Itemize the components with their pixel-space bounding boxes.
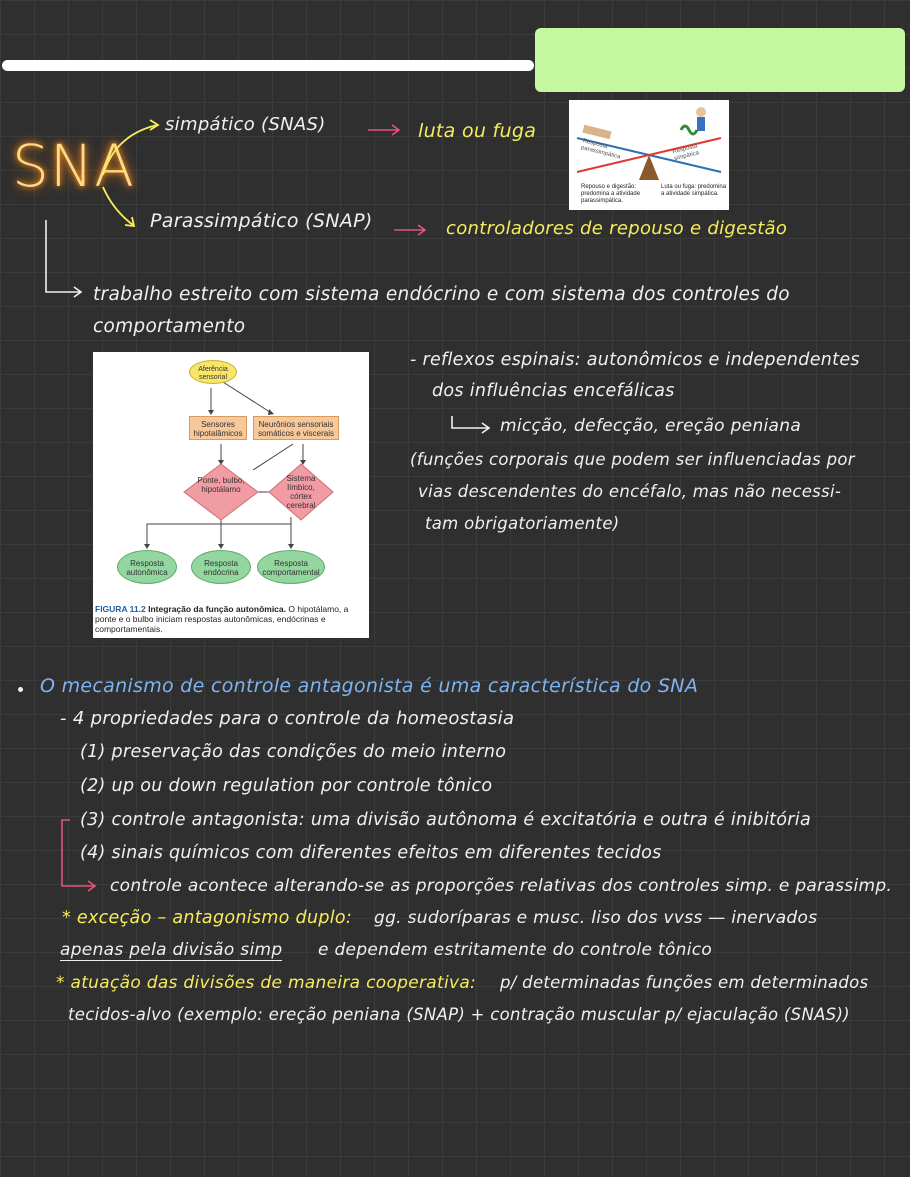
luta-label: luta ou fuga (418, 120, 537, 142)
prop-3: (3) controle antagonista: uma divisão autônoma é excitatória e outra é inibitória (80, 810, 811, 830)
autonomic-diagram (93, 352, 369, 638)
arrow-icon (392, 222, 430, 236)
controladores-label: controladores de repouso e digestão (446, 218, 788, 239)
excecao-label: * exceção – antagonismo duplo: (62, 908, 353, 928)
trabalho-line2: comportamento (93, 316, 246, 337)
reflexos-l2: dos influências encefálicas (432, 381, 675, 401)
reflexos-l1: - reflexos espinais: autonômicos e independentes (410, 350, 860, 370)
header-bar (2, 60, 534, 71)
node-aferencia: Aferência sensorial (189, 360, 237, 384)
node-resp-comp: Resposta comportamental (257, 550, 325, 584)
prop-1: (1) preservação das condições do meio interno (80, 742, 507, 762)
node-sistema: Sistema límbico, córtex cerebral (286, 474, 316, 510)
seesaw-label-right: Resposta simpática (671, 143, 700, 163)
bullet-dot (18, 687, 23, 692)
prop-5: controle acontece alterando-se as proporções relativas dos controles simp. e parassimp. (110, 876, 893, 896)
reflexos-l5: vias descendentes do encéfalo, mas não necessi- (418, 482, 842, 501)
mecanismo-title: O mecanismo de controle antagonista é uma característica do SNA (40, 675, 699, 697)
cooperativa-label: * atuação das divisões de maneira cooperativa: (56, 973, 477, 993)
node-resp-auto: Resposta autonômica (117, 550, 177, 584)
connector-arrow (38, 218, 88, 298)
seesaw-figure (569, 100, 729, 210)
reflexos-l3: micção, defecção, ereção peniana (500, 416, 802, 436)
reflexos-l6: tam obrigatoriamente) (425, 514, 620, 533)
sna-title: SNA (12, 132, 135, 200)
reflexos-l4: (funções corporais que podem ser influenciadas por (410, 450, 855, 469)
simpatico-label: simpático (SNAS) (165, 114, 326, 135)
bracket-arrow (56, 814, 102, 894)
prop-4: (4) sinais químicos com diferentes efeitos em diferentes tecidos (80, 843, 662, 863)
excecao-text: gg. sudoríparas e musc. liso dos vvss — inervados (374, 908, 818, 928)
parassimpatico-label: Parassimpático (SNAP) (150, 210, 373, 232)
caption-label: FIGURA 11.2 (95, 604, 146, 614)
arrow-icon (448, 414, 494, 434)
prop-2: (2) up ou down regulation por controle tônico (80, 776, 493, 796)
node-neuronios: Neurônios sensoriais somáticos e viscerais (253, 416, 339, 440)
cooperativa-line2: tecidos-alvo (exemplo: ereção peniana (SNAP) + contração muscular p/ ejaculação (SNAS)) (68, 1005, 850, 1024)
diagram-arrows (93, 352, 369, 582)
excecao-line2: e dependem estritamente do controle tônico (318, 940, 713, 960)
arrow-icon (366, 122, 404, 136)
figure-caption (95, 604, 367, 634)
seesaw-caption-left: Repouso e digestão: predomina a atividade parassimpática. (581, 184, 641, 204)
trabalho-line1: trabalho estreito com sistema endócrino e com sistema dos controles do (93, 284, 790, 305)
node-sensores: Sensores hipotalâmicos (189, 416, 247, 440)
caption-text: O hipotálamo, a ponte e o bulbo iniciam respostas autonômicas, endócrinas e comportamentais. (95, 604, 349, 634)
node-ponte: Ponte, bulbo, hipotálamo (197, 476, 245, 494)
cooperativa-text: p/ determinadas funções em determinados (500, 973, 869, 992)
caption-title: Integração da função autonômica. (148, 604, 286, 614)
highlight-box (535, 28, 905, 92)
seesaw-label-left: Resposta parassimpática (580, 138, 621, 161)
seesaw-caption-right: Luta ou fuga: predomina a atividade simpática. (661, 184, 727, 197)
mecanismo-sub: - 4 propriedades para o controle da homeostasia (60, 708, 515, 729)
excecao-line2-underlined: apenas pela divisão simp (60, 940, 283, 960)
node-resp-endo: Resposta endócrina (191, 550, 251, 584)
